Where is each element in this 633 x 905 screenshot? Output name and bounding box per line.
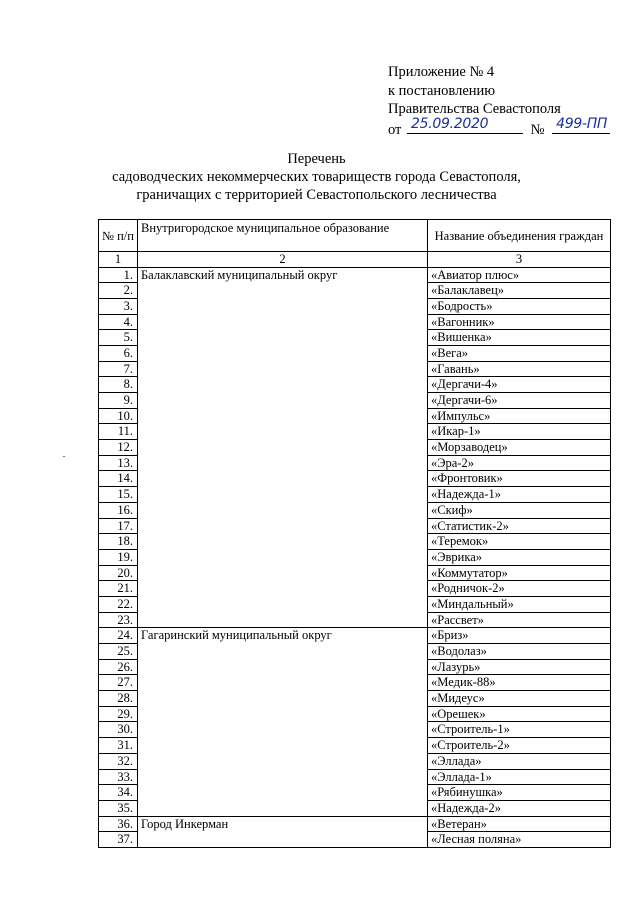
row-number: 14.: [99, 471, 138, 487]
row-number: 30.: [99, 722, 138, 738]
association-name: «Статистик-2»: [428, 518, 611, 534]
table-column-index-row: [99, 252, 611, 268]
association-name: «Орешек»: [428, 706, 611, 722]
header-district: Внутригородское муниципальное образование: [138, 220, 428, 252]
association-name: «Дергачи-4»: [428, 377, 611, 393]
row-number: 9.: [99, 393, 138, 409]
association-name: «Эллада»: [428, 753, 611, 769]
appendix-government: Правительства Севастополя: [388, 101, 561, 117]
header-association: Название объединения граждан: [428, 220, 611, 252]
association-name: «Морзаводец»: [428, 440, 611, 456]
row-number: 8.: [99, 377, 138, 393]
row-number: 35.: [99, 800, 138, 816]
date-prefix: от: [388, 121, 402, 138]
document-title: [0, 150, 633, 204]
row-number: 13.: [99, 455, 138, 471]
header-number: № п/п: [99, 220, 138, 252]
row-number: 32.: [99, 753, 138, 769]
row-number: 10.: [99, 408, 138, 424]
association-name: «Коммутатор»: [428, 565, 611, 581]
association-name: «Бодрость»: [428, 298, 611, 314]
partnerships-table: [98, 219, 611, 848]
row-number: 21.: [99, 581, 138, 597]
association-name: «Надежда-2»: [428, 800, 611, 816]
scan-speck: [63, 456, 65, 457]
association-name: «Мидеус»: [428, 691, 611, 707]
row-number: 7.: [99, 361, 138, 377]
row-number: 26.: [99, 659, 138, 675]
table-row: [99, 628, 611, 644]
district-cell: Город Инкерман: [138, 816, 428, 847]
appendix-number: Приложение № 4: [388, 64, 495, 80]
row-number: 12.: [99, 440, 138, 456]
association-name: «Вишенка»: [428, 330, 611, 346]
association-name: «Эврика»: [428, 549, 611, 565]
number-prefix: №: [530, 121, 545, 138]
association-name: «Дергачи-6»: [428, 393, 611, 409]
association-name: «Скиф»: [428, 502, 611, 518]
row-number: 29.: [99, 706, 138, 722]
appendix-block: [388, 63, 610, 139]
association-name: «Рассвет»: [428, 612, 611, 628]
association-name: «Строитель-1»: [428, 722, 611, 738]
date-field: [407, 116, 523, 134]
association-name: «Медик-88»: [428, 675, 611, 691]
row-number: 18.: [99, 534, 138, 550]
row-number: 6.: [99, 345, 138, 361]
row-number: 24.: [99, 628, 138, 644]
appendix-date-line: [388, 116, 610, 140]
table-row: [99, 267, 611, 283]
title-heading: Перечень: [287, 151, 346, 167]
row-number: 36.: [99, 816, 138, 832]
row-number: 25.: [99, 644, 138, 660]
association-name: «Фронтовик»: [428, 471, 611, 487]
number-field: [552, 116, 610, 134]
column-index-1: 1: [99, 252, 138, 268]
handwritten-number: 499-ПП: [556, 116, 608, 132]
row-number: 23.: [99, 612, 138, 628]
row-number: 33.: [99, 769, 138, 785]
column-index-2: 2: [138, 252, 428, 268]
association-name: «Строитель-2»: [428, 738, 611, 754]
association-name: «Балаклавец»: [428, 283, 611, 299]
association-name: «Лазурь»: [428, 659, 611, 675]
association-name: «Водолаз»: [428, 644, 611, 660]
handwritten-date: 25.09.2020: [411, 116, 489, 132]
association-name: «Икар-1»: [428, 424, 611, 440]
title-line-2: садоводческих некоммерческих товариществ города Севастополя,: [112, 169, 521, 185]
row-number: 2.: [99, 283, 138, 299]
row-number: 31.: [99, 738, 138, 754]
association-name: «Лесная поляна»: [428, 832, 611, 848]
row-number: 1.: [99, 267, 138, 283]
appendix-resolution: к постановлению: [388, 82, 496, 99]
association-name: «Вагонник»: [428, 314, 611, 330]
table-row: [99, 816, 611, 832]
association-name: «Бриз»: [428, 628, 611, 644]
row-number: 5.: [99, 330, 138, 346]
association-name: «Теремок»: [428, 534, 611, 550]
row-number: 17.: [99, 518, 138, 534]
association-name: «Гавань»: [428, 361, 611, 377]
association-name: «Рябинушка»: [428, 785, 611, 801]
district-cell: Гагаринский муниципальный округ: [138, 628, 428, 816]
row-number: 22.: [99, 596, 138, 612]
row-number: 4.: [99, 314, 138, 330]
row-number: 11.: [99, 424, 138, 440]
row-number: 15.: [99, 487, 138, 503]
row-number: 20.: [99, 565, 138, 581]
row-number: 34.: [99, 785, 138, 801]
row-number: 37.: [99, 832, 138, 848]
row-number: 28.: [99, 691, 138, 707]
row-number: 16.: [99, 502, 138, 518]
association-name: «Авиатор плюс»: [428, 267, 611, 283]
association-name: «Эллада-1»: [428, 769, 611, 785]
association-name: «Ветеран»: [428, 816, 611, 832]
district-cell: Балаклавский муниципальный округ: [138, 267, 428, 628]
association-name: «Миндальный»: [428, 596, 611, 612]
association-name: «Надежда-1»: [428, 487, 611, 503]
row-number: 27.: [99, 675, 138, 691]
table-header-row: [99, 220, 611, 252]
row-number: 3.: [99, 298, 138, 314]
row-number: 19.: [99, 549, 138, 565]
association-name: «Родничок-2»: [428, 581, 611, 597]
column-index-3: 3: [428, 252, 611, 268]
association-name: «Импульс»: [428, 408, 611, 424]
association-name: «Вега»: [428, 345, 611, 361]
title-line-3: граничащих с территорией Севастопольского лесничества: [136, 187, 497, 203]
association-name: «Эра-2»: [428, 455, 611, 471]
